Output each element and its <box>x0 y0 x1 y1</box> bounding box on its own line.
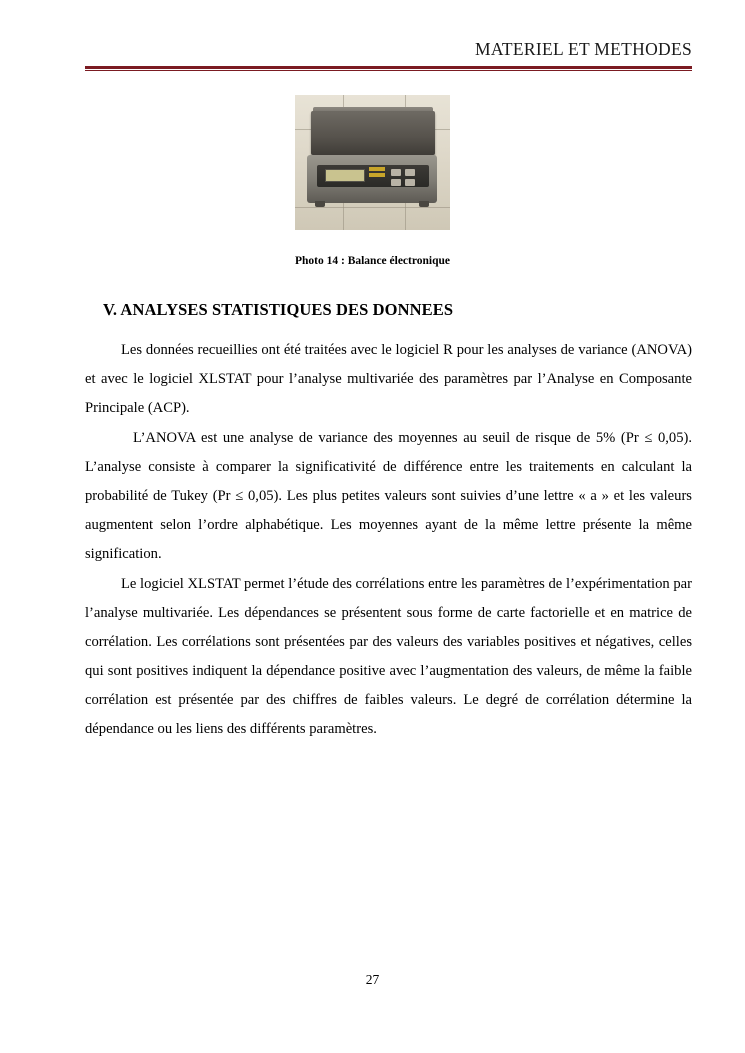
figure-image-container <box>0 95 745 235</box>
figure-caption: Photo 14 : Balance électronique <box>294 255 451 267</box>
balance-plate <box>311 111 435 155</box>
balance-button <box>391 179 401 186</box>
paragraph-2: L’ANOVA est une analyse de variance des moyennes au seuil de risque de 5% (Pr ≤ 0,05). L’analyse consiste à comparer la significativité de différence entre les traitements en calculant la probabilité de Tukey (Pr ≤ 0,05). Les plus petites valeurs sont suivies d’une lettre « a » et les valeurs augmentent selon l’ordre alphabétique. Les moyennes ayant de la même lettre présente la même signification. <box>85 429 692 563</box>
balance-foot <box>419 201 429 207</box>
page-header <box>85 40 692 59</box>
page-number: 27 <box>365 972 380 987</box>
paragraph-1: Les données recueillies ont été traitées avec le logiciel R pour les analyses de variance (ANOVA) et avec le logiciel XLSTAT pour l’analyse multivariée des paramètres par l’Analyse en Composante Principale (ACP). <box>85 342 692 417</box>
balance-button <box>391 169 401 176</box>
balance-button <box>405 169 415 176</box>
header-divider-thin <box>85 70 692 71</box>
balance-display <box>325 169 365 182</box>
paragraph-3: Le logiciel XLSTAT permet l’étude des corrélations entre les paramètres de l’expérimentation par l’analyse multivariée. Les dépendances se présentent sous forme de carte factorielle et en matrice de corrélation. Les corrélations sont présentées par des valeurs des variables positives et négatives, celles qui sont positives indiquent la dépendance positive avec l’augmentation des valeurs, de même la faible corrélation est présentée par des chiffres de faibles valeurs. Le degré de corrélation détermine la dépendance ou les liens des différents paramètres. <box>85 575 692 738</box>
balance-stripe <box>369 167 385 171</box>
balance-foot <box>315 201 325 207</box>
section-heading: V. ANALYSES STATISTIQUES DES DONNEES <box>103 300 454 319</box>
tile-line <box>295 207 450 208</box>
document-content <box>85 300 692 745</box>
electronic-balance-photo <box>295 95 450 230</box>
header-divider <box>85 66 692 71</box>
header-divider-thick <box>85 66 692 69</box>
balance-button <box>405 179 415 186</box>
balance-stripe <box>369 173 385 177</box>
header-title: MATERIEL ET METHODES <box>475 39 692 59</box>
